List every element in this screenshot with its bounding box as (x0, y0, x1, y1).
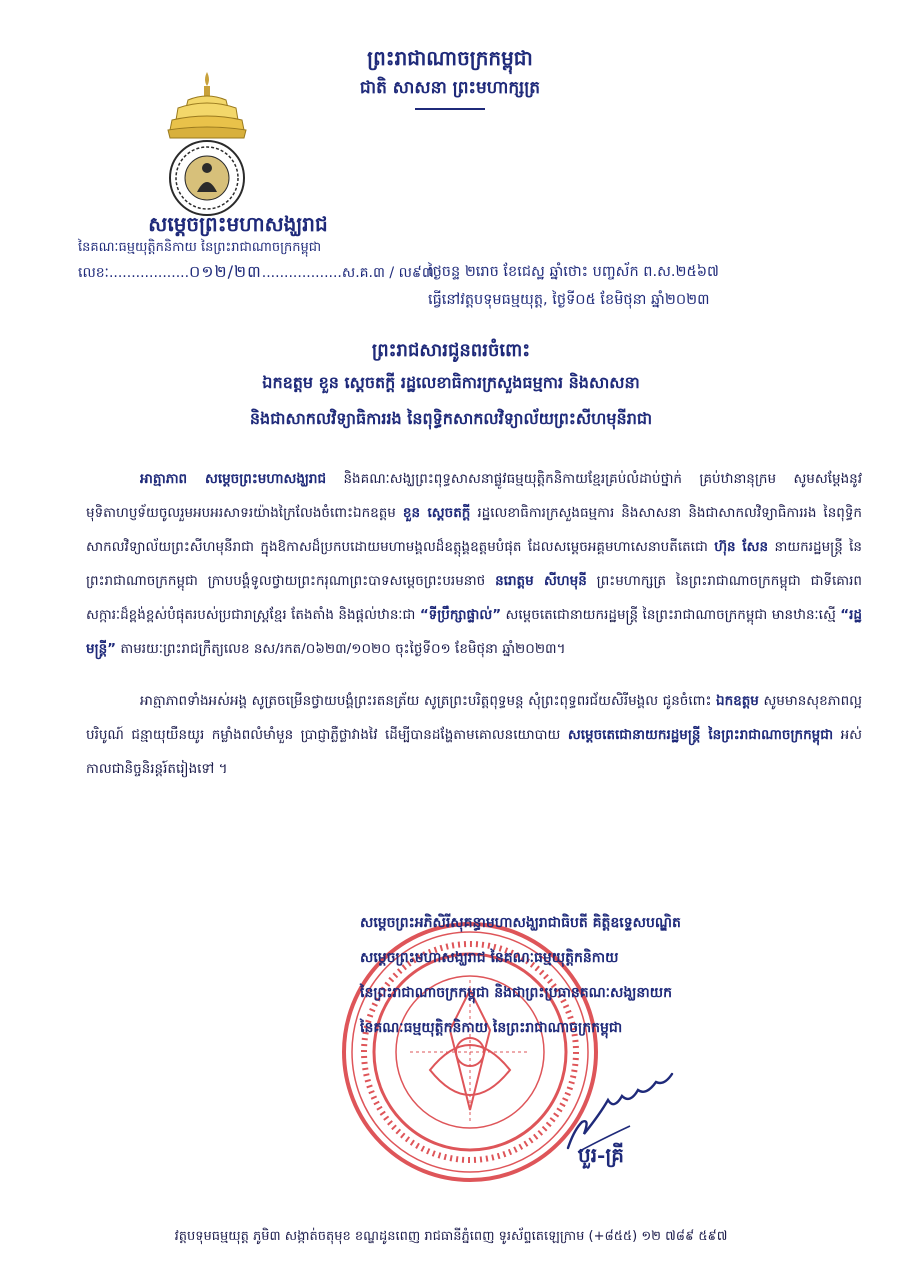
reference-label: លេខៈ (78, 265, 109, 281)
sangharaja-emblem-icon (162, 68, 252, 218)
body-paragraph-1 (86, 462, 862, 666)
recipient-line-2: និងជាសាកលវិទ្យាធិការរង នៃពុទ្ធិកសាកលវិទ្យាល័យព្រះសីហមុនីរាជា (249, 409, 653, 428)
letter-body (86, 462, 862, 804)
reference-dots: .................. (108, 265, 190, 281)
office-subtitle: នៃគណៈធម្មយុត្តិកនិកាយ នៃព្រះរាជាណាចក្រកម្ពុជា (78, 240, 322, 255)
signer-title-2: សម្តេចព្រះមហាសង្ឃរាជ នៃគណៈធម្មយុត្តិកនិកាយ (360, 950, 619, 966)
signer-title-4: នៃគណៈធម្មយុត្តិកនិកាយ នៃព្រះរាជាណាចក្រកម្ពុជា (360, 1020, 623, 1036)
body-text-segment: អស់កាលជានិច្ចនិរន្តរ៍តរៀងទៅ ។ (86, 727, 862, 777)
motto-divider (415, 108, 485, 110)
body-text-segment: នាយករដ្ឋមន្ត្រី នៃព្រះរាជាណាចក្រកម្ពុជា ក្រាបបង្គំទូលថ្វាយព្រះករុណាព្រះបាទសម្តេចព្រះបរមនាថ (86, 539, 862, 589)
king-name: នរោត្តម សីហមុនី (495, 573, 587, 589)
appointed-role: “ទីប្រឹក្សាផ្ទាល់” (419, 607, 502, 623)
body-text-segment: សម្តេចតេជោនាយករដ្ឋមន្ត្រី នៃព្រះរាជាណាចក្រកម្ពុជា មានឋានៈស្មើ (501, 607, 841, 623)
appointed-rank: “រដ្ឋមន្ត្រី” (86, 607, 862, 657)
body-paragraph-2 (86, 684, 862, 786)
body-text-segment: និងគណៈសង្ឃព្រះពុទ្ធសាសនាផ្លូវធម្មយុត្តិកនិកាយខ្មែរគ្រប់លំដាប់ថ្នាក់ គ្រប់ឋានានុក្រម សូមសម្តែងនូវមុទិតាហប្ញទ័យចូលរួមអបអរសាទរយ៉ាងក្រៃលែងចំពោះឯកឧត្តម (86, 471, 862, 521)
body-lead: អាត្មាភាព សម្តេចព្រះមហាសង្ឃរាជ (140, 471, 327, 487)
signer-title-3: នៃព្រះរាជាណាចក្រកម្ពុជា និងជាព្រះប្រធានគណៈសង្ឃនាយក (360, 985, 672, 1001)
body-text-segment: តាមរយៈព្រះរាជក្រឹត្យលេខ នស/រកត/០៦២៣/១០២០ ចុះថ្ងៃទី០១ ខែមិថុនា ឆ្នាំ២០២៣។ (116, 641, 566, 657)
reference-number: ០១២/២៣ (189, 262, 262, 281)
prime-minister-title: សម្តេចតេជោនាយករដ្ឋមន្ត្រី នៃព្រះរាជាណាចក្រកម្ពុជា (567, 727, 834, 743)
solar-date: ធ្វើនៅវត្តបទុមធម្មយុត្ត, ថ្ងៃទី០៥ ខែមិថុនា ឆ្នាំ២០២៣ (428, 292, 710, 308)
reference-line (78, 260, 434, 285)
body-text-segment: សូមមានសុខភាពល្អបរិបូណ៍ ជន្មាយុយឺនយូរ កម្លាំងពលំមាំមួន ប្រាជ្ញាភ្លឺថ្លាវាងវៃ ដើម្បីបានដង្ហែតាមគោលនយោបាយ (86, 693, 863, 743)
prime-minister-name: ហ៊ុន សែន (714, 539, 769, 555)
reference-dots-2: .................. (261, 265, 342, 281)
body-text-segment: រដ្ឋលេខាធិការក្រសួងធម្មការ និងសាសនា និងជាសាកលវិទ្យាធិការរង នៃពុទ្ធិកសាកលវិទ្យាល័យព្រះសីហមុនីរាជា ក្នុងឱកាសដ៏ប្រកបដោយមហាមង្គលដ៏ឧត្តុង្គឧត្តមបំផុត ដែលសម្តេចអគ្គមហាសេនាបតីតេជោ (86, 505, 862, 555)
date-block (428, 258, 858, 314)
letter-heading: ព្រះរាជសារជូនពរចំពោះ (371, 340, 531, 361)
signer-title-1: សម្តេចព្រះអភិសិរីសុគន្ធាមហាសង្ឃរាជាធិបតី គិត្តិឧទ្ទេសបណ្ឌិត (360, 915, 681, 931)
kingdom-name: ព្រះរាជាណាចក្រកម្ពុជា (367, 46, 533, 70)
recipient-name: ខួន ស្ដេចតក្តី (402, 505, 471, 521)
signer-name: បួរ-គ្រី (578, 1143, 624, 1167)
footer-address: វត្តបទុមធម្មយុត្ត ភូមិ៣ សង្កាត់ចតុមុខ ខណ្ឌដូនពេញ រាជធានីភ្នំពេញ ទូរស័ព្ទតេឡេក្រាម (+៨៥៥) ១២ ៧៨៩ ៥៩៧ (174, 1229, 728, 1244)
office-title: សម្តេចព្រះមហាសង្ឃរាជ (148, 212, 328, 236)
kingdom-header (330, 44, 570, 110)
recipient-line-1: ឯកឧត្តម ខួន ស្ដេចតក្តី រដ្ឋលេខាធិការក្រសួងធម្មការ និងសាសនា (262, 373, 640, 392)
recipient-honorific: ឯកឧត្តម (716, 693, 759, 709)
lunar-date: ថ្ងៃចន្ទ ២រោច ខែជេស្ឋ ឆ្នាំថោះ បញ្ចស័ក ព.ស.២៥៦៧ (428, 264, 719, 280)
national-motto: ជាតិ សាសនា ព្រះមហាក្សត្រ (359, 78, 541, 98)
reference-suffix: ស.គ.៣ / ល៩៣ (341, 265, 434, 281)
issuing-office (78, 212, 434, 285)
body-text-segment: ព្រះមហាក្សត្រ នៃព្រះរាជាណាចក្រកម្ពុជា ជាទីគោរពសក្ការៈដ៏ខ្ពង់ខ្ពស់បំផុតរបស់ប្រជារាស្ត្រខ្មែរ តែងតាំង និងផ្តល់ឋានៈជា (86, 573, 862, 623)
body-text-segment: អាត្មាភាពទាំងអស់អង្គ សូត្រចម្រើនថ្វាយបង្គំព្រះរតនត្រ័យ សូត្រព្រះបរិត្តពុទ្ធមន្ត សុំព្រះពុទ្ធពរជ័យសិរីមង្គល ជូនចំពោះ (140, 693, 717, 709)
signature-block (360, 906, 860, 1046)
